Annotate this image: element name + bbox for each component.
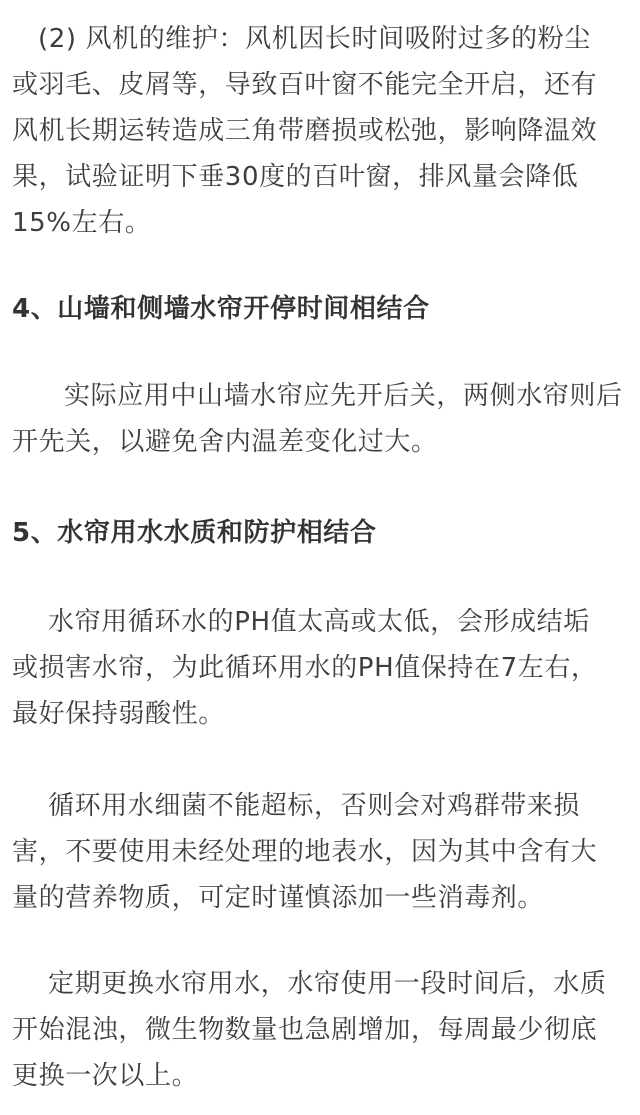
text-line: 实际应用中山墙水帘应先开后关，两侧水帘则后 [64, 381, 623, 411]
paragraph-bacteria [12, 783, 628, 921]
text-line: 害，不要使用未经处理的地表水，因为其中含有大 [12, 837, 598, 867]
text-line: 或损害水帘，为此循环用水的PH值保持在7左右， [12, 653, 598, 683]
text-line: 最好保持弱酸性。 [12, 699, 225, 729]
paragraph-gable-side-curtain [12, 373, 628, 465]
section-heading-5: 5、水帘用水水质和防护相结合 [12, 518, 377, 548]
text-line: 更换一次以上。 [12, 1061, 199, 1091]
text-line: 开始混浊，微生物数量也急剧增加，每周最少彻底 [12, 1015, 598, 1045]
paragraph-water-replacement [12, 961, 628, 1099]
paragraph-ph-value [12, 599, 628, 737]
text-line: 循环用水细菌不能超标，否则会对鸡群带来损 [48, 791, 581, 821]
text-line: (2) 风机的维护：风机因长时间吸附过多的粉尘 [38, 24, 591, 54]
text-line: 开先关，以避免舍内温差变化过大。 [12, 427, 438, 457]
text-line: 风机长期运转造成三角带磨损或松弛，影响降温效 [12, 116, 598, 146]
text-line: 15%左右。 [12, 208, 152, 238]
text-line: 量的营养物质，可定时谨慎添加一些消毒剂。 [12, 883, 545, 913]
text-line: 果，试验证明下垂30度的百叶窗，排风量会降低 [12, 162, 579, 192]
text-line: 水帘用循环水的PH值太高或太低，会形成结垢 [48, 607, 590, 637]
text-line: 定期更换水帘用水，水帘使用一段时间后，水质 [48, 969, 607, 999]
paragraph-fan-maintenance [12, 16, 628, 246]
text-line: 或羽毛、皮屑等，导致百叶窗不能完全开启，还有 [12, 70, 598, 100]
section-heading-4: 4、山墙和侧墙水帘开停时间相结合 [12, 294, 430, 324]
